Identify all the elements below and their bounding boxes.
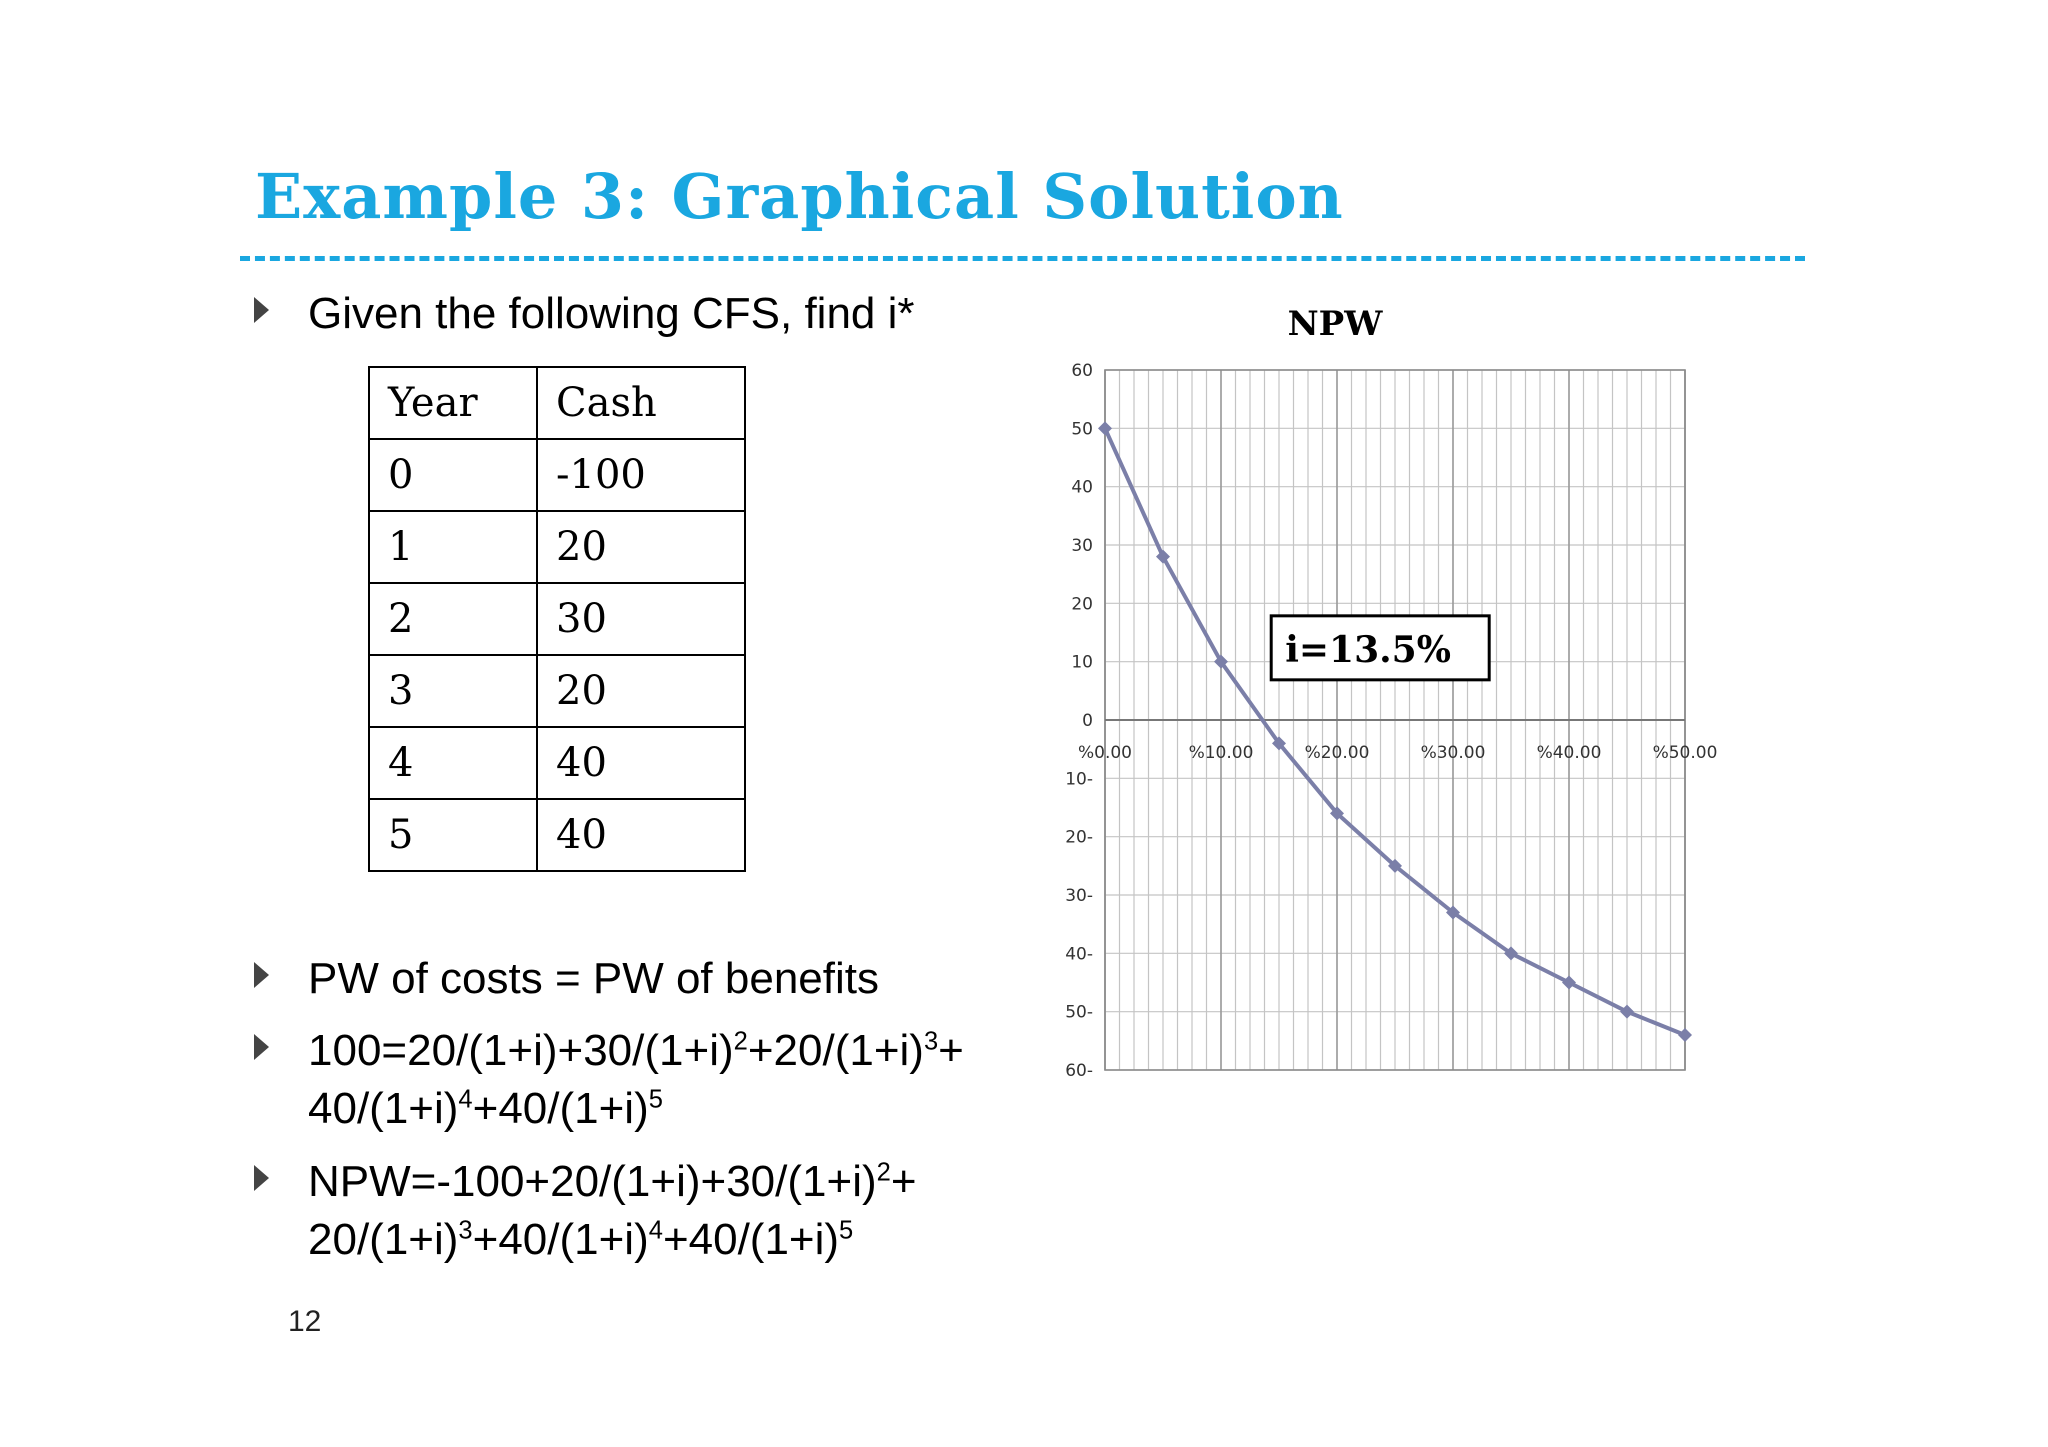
bullet-arrow-icon: [254, 1165, 269, 1191]
bullet-arrow-icon: [254, 1034, 269, 1060]
table-row: [369, 799, 745, 871]
cash-cell: 20: [537, 655, 745, 727]
y-tick-label: 50: [1071, 419, 1093, 440]
table-row: [369, 655, 745, 727]
annotation-label: i=13.5%: [1285, 628, 1451, 671]
bullet-text: PW of costs = PW of benefits: [308, 954, 879, 1003]
chart-title: NPW: [1287, 304, 1383, 344]
y-tick-label: 20-: [1065, 827, 1093, 848]
cash-flow-table: [368, 366, 746, 872]
table-row: [369, 511, 745, 583]
data-point: [1562, 976, 1576, 990]
year-cell: 5: [369, 799, 537, 871]
table-row: [369, 727, 745, 799]
data-point: [1098, 421, 1112, 435]
data-point: [1678, 1028, 1692, 1042]
cash-cell: -100: [537, 439, 745, 511]
year-cell: 1: [369, 511, 537, 583]
bullet-arrow-icon: [254, 962, 269, 988]
y-tick-label: 10-: [1065, 769, 1093, 790]
bullet-text: $100=20/(1+i)+30/(1+i)^2+20/(1+i)^3+$ $40/(1+i)^4+40/(1+i)^5$: [308, 1026, 964, 1133]
y-tick-label: 30: [1071, 536, 1093, 556]
title-divider: [240, 256, 1805, 261]
data-point: [1620, 1005, 1634, 1019]
table-header-cash: Cash: [537, 367, 745, 439]
x-tick-label: %30.00: [1420, 743, 1486, 763]
table-row: [369, 583, 745, 655]
table-header-year: Year: [369, 367, 537, 439]
y-tick-label: 20: [1071, 594, 1093, 615]
cash-cell: 40: [537, 727, 745, 799]
year-cell: 4: [369, 727, 537, 799]
cash-cell: 20: [537, 511, 745, 583]
table-row: [369, 439, 745, 511]
year-cell: 0: [369, 439, 537, 511]
bullet-npw: [308, 1153, 917, 1269]
y-tick-label: 40-: [1065, 944, 1093, 965]
y-tick-label: 30-: [1065, 886, 1093, 906]
x-tick-label: %40.00: [1536, 743, 1602, 763]
x-tick-label: %20.00: [1304, 743, 1370, 763]
y-tick-label: 10: [1071, 652, 1093, 673]
npw-chart: [1040, 290, 1760, 1110]
bullet-text: $NPW=-100+20/(1+i)+30/(1+i)^2+$ $20/(1+i)^3+40/(1+i)^4+40/(1+i)^5$: [308, 1157, 917, 1264]
year-cell: 3: [369, 655, 537, 727]
page-number: 12: [288, 1305, 322, 1338]
y-tick-label: 40: [1071, 477, 1093, 498]
x-tick-label: %50.00: [1652, 743, 1718, 763]
cash-cell: 40: [537, 799, 745, 871]
bullet-pw: [308, 950, 879, 1008]
bullet-given: [308, 285, 915, 343]
y-tick-label: 50-: [1065, 1002, 1093, 1023]
y-tick-label: 0: [1082, 711, 1093, 731]
slide-title: Example 3: Graphical Solution: [255, 160, 1344, 233]
bullet-text: Given the following CFS, find i*: [308, 289, 915, 338]
bullet-arrow-icon: [254, 297, 269, 323]
x-tick-label: %10.00: [1188, 743, 1254, 763]
cash-cell: 30: [537, 583, 745, 655]
y-tick-label: 60: [1071, 361, 1093, 381]
x-tick-label: %0.00: [1077, 743, 1133, 763]
bullet-equation: [308, 1022, 964, 1138]
y-tick-label: 60-: [1065, 1061, 1093, 1081]
year-cell: 2: [369, 583, 537, 655]
